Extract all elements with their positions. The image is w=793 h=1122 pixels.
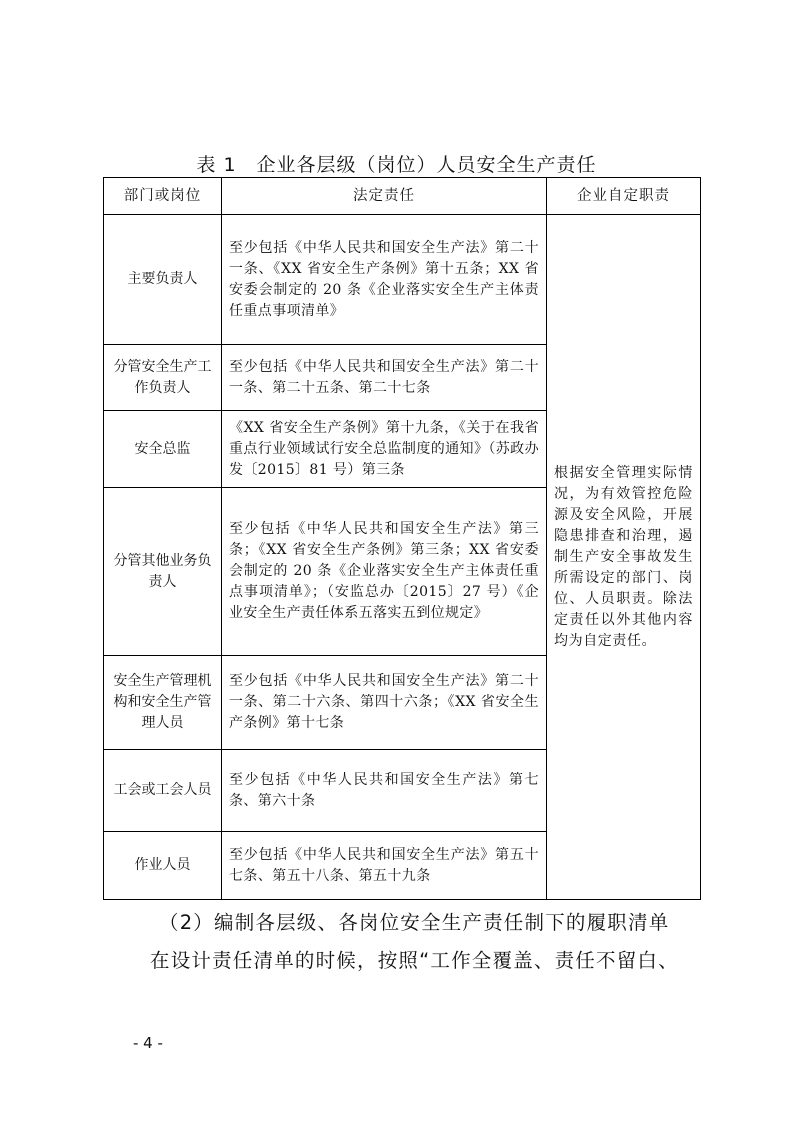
legal-cell: 至少包括《中华人民共和国安全生产法》第二十一条、第二十六条、第四十六条；《XX 省安全生产条例》第十七条 bbox=[222, 656, 547, 750]
dept-cell: 主要负责人 bbox=[104, 215, 222, 345]
page-number: - 4 - bbox=[133, 1034, 163, 1052]
table-caption: 表 1 企业各层级（岗位）人员安全生产责任 bbox=[196, 154, 597, 176]
dept-cell: 分管其他业务负责人 bbox=[104, 488, 222, 656]
body-paragraph: 在设计责任清单的时候，按照“工作全覆盖、责任不留白、 bbox=[150, 949, 679, 972]
table-header-row bbox=[104, 178, 701, 215]
header-legal: 法定责任 bbox=[222, 178, 547, 215]
legal-cell: 至少包括《中华人民共和国安全生产法》第七条、第六十条 bbox=[222, 750, 547, 832]
dept-cell: 安全总监 bbox=[104, 411, 222, 488]
legal-cell: 至少包括《中华人民共和国安全生产法》第五十七条、第五十八条、第五十九条 bbox=[222, 832, 547, 900]
dept-cell: 安全生产管理机构和安全生产管理人员 bbox=[104, 656, 222, 750]
section-heading: （2）编制各层级、各岗位安全生产责任制下的履职清单 bbox=[159, 911, 670, 934]
legal-cell: 《XX 省安全生产条例》第十九条，《关于在我省重点行业领域试行安全总监制度的通知》（苏政办发〔2015〕81 号）第三条 bbox=[222, 411, 547, 488]
header-self: 企业自定职责 bbox=[547, 178, 701, 215]
dept-cell: 作业人员 bbox=[104, 832, 222, 900]
legal-cell: 至少包括《中华人民共和国安全生产法》第二十一条、《XX 省安全生产条例》第十五条；XX 省安委会制定的 20 条《企业落实安全生产主体责任重点事项清单》 bbox=[222, 215, 547, 345]
header-dept: 部门或岗位 bbox=[104, 178, 222, 215]
dept-cell: 分管安全生产工作负责人 bbox=[104, 345, 222, 411]
legal-cell: 至少包括《中华人民共和国安全生产法》第三条；《XX 省安全生产条例》第三条；XX 省安委会制定的 20 条《企业落实安全生产主体责任重点事项清单》；（安监总办〔2015〕27 号）《企业安全生产责任体系五落实五到位规定》 bbox=[222, 488, 547, 656]
table-row bbox=[104, 215, 701, 345]
dept-cell: 工会或工会人员 bbox=[104, 750, 222, 832]
legal-cell: 至少包括《中华人民共和国安全生产法》第二十一条、第二十五条、第二十七条 bbox=[222, 345, 547, 411]
responsibility-table bbox=[103, 177, 701, 900]
self-responsibility-cell: 根据安全管理实际情况，为有效管控危险源及安全风险，开展隐患排查和治理，遏制生产安全事故发生所需设定的部门、岗位、人员职责。除法定责任以外其他内容均为自定责任。 bbox=[547, 215, 701, 900]
